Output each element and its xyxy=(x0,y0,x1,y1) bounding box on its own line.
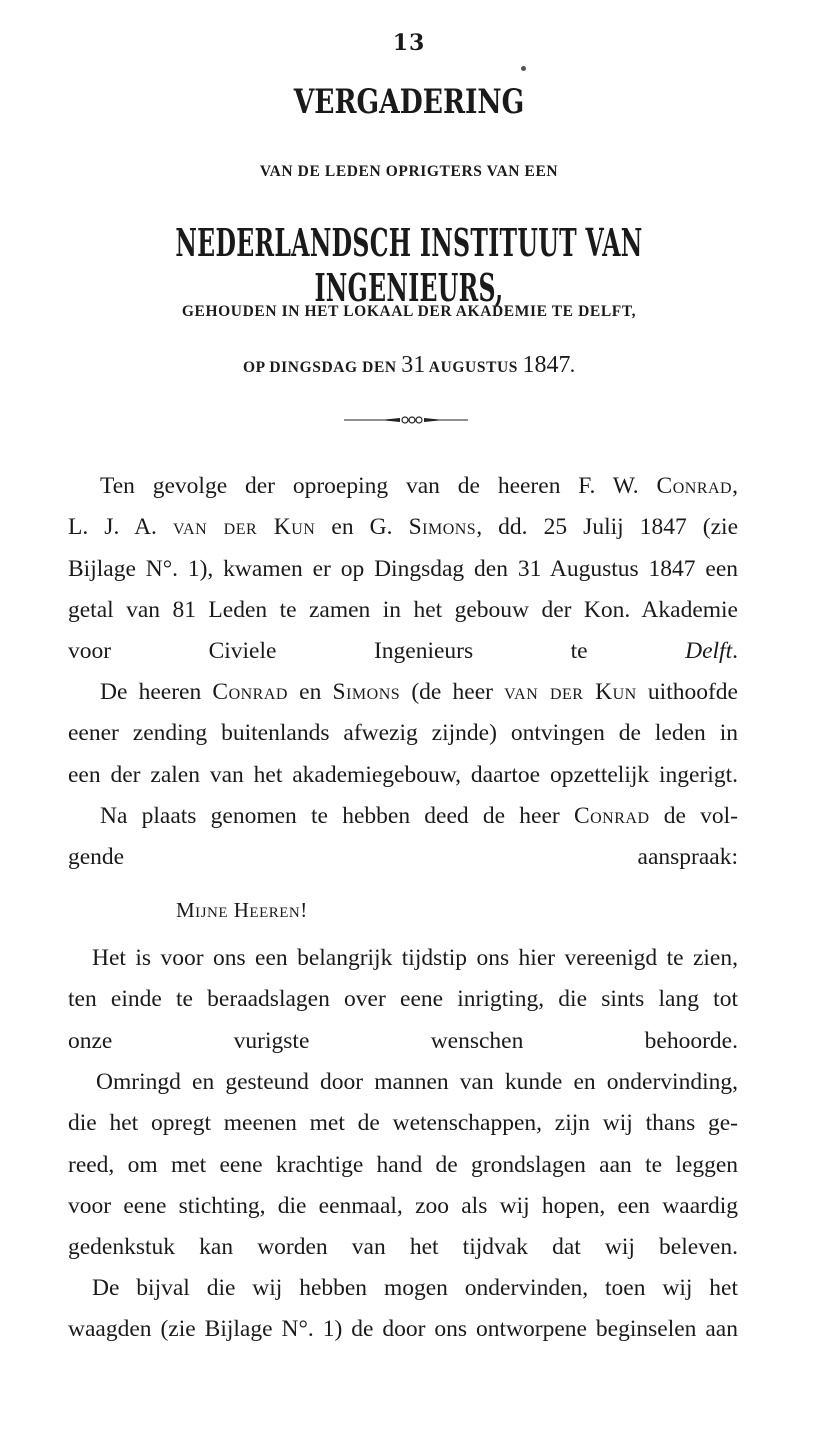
meeting-date xyxy=(0,352,818,379)
text-line: De bijval die wij hebben mogen ondervinden, toen wij het xyxy=(92,1275,738,1301)
institute-name: NEDERLANDSCH INSTITUUT VAN INGENIEURS, xyxy=(175,220,643,310)
text-line xyxy=(68,631,738,672)
paragraph-1 xyxy=(68,466,738,672)
text-line: voor eene stichting, die eenmaal, zoo als wij hopen, een waardig xyxy=(68,1192,738,1219)
text-line: waagden (zie Bijlage N°. 1) de door ons ontworpene beginselen aan xyxy=(68,1316,738,1343)
document-title: VERGADERING xyxy=(293,82,525,122)
paragraph-2 xyxy=(68,672,738,796)
text-run: . xyxy=(732,638,738,665)
name-conrad: Conrad xyxy=(212,679,288,705)
paragraph-5 xyxy=(68,1062,738,1268)
text-line xyxy=(68,672,738,713)
name-van-der-kun: van der Kun xyxy=(504,679,637,705)
text-run: , xyxy=(732,473,738,499)
text-line: een der zalen van het akademiegebouw, daartoe opzettelijk ingerigt. xyxy=(68,761,738,788)
text-run: Ten gevolge der oproeping van de heeren F. W. xyxy=(100,473,657,499)
text-line: die het opregt meenen met de wetenschappen, zijn wij thans ge- xyxy=(68,1110,738,1137)
name-conrad: Conrad xyxy=(656,473,733,499)
text-run: voor Civiele Ingenieurs te xyxy=(68,638,686,665)
text-line: reed, om met eene krachtige hand de grondslagen aan te leggen xyxy=(68,1151,738,1178)
text-line: Bijlage N°. 1), kwamen er op Dingsdag den 31 Augustus 1847 een xyxy=(68,555,738,582)
page-number: 13 xyxy=(392,30,426,56)
text-line: gedenkstuk kan worden van het tijdvak dat wij beleven. xyxy=(68,1234,738,1261)
place-delft: Delft xyxy=(685,638,733,665)
subtitle-line-1: VAN DE LEDEN OPRIGTERS VAN EEN xyxy=(259,163,559,180)
text-run: , dd. 25 Julij 1847 (zie xyxy=(476,514,739,541)
date-prefix: OP DINGSDAG DEN xyxy=(243,359,402,376)
date-day: 31 xyxy=(401,352,426,378)
text-run: De heeren xyxy=(100,679,213,705)
name-van-der-kun: van der Kun xyxy=(173,514,316,541)
name-conrad: Conrad xyxy=(573,803,650,829)
text-run: L. J. A. xyxy=(68,514,174,541)
text-line: Het is voor ons een belangrijk tijdstip ons hier vereenigd te zien, xyxy=(92,945,738,971)
text-line: ten einde te beraadslagen over eene inrigting, die sints lang tot xyxy=(68,986,738,1013)
salutation: Mijne Heeren! xyxy=(176,898,308,922)
text-line: getal van 81 Leden te zamen in het gebouw der Kon. Akademie xyxy=(68,596,738,623)
text-line: gende aanspraak: xyxy=(68,844,738,871)
name-simons: Simons xyxy=(408,514,477,541)
paragraph-3 xyxy=(68,796,738,879)
text-line xyxy=(68,466,738,507)
text-line xyxy=(68,796,738,837)
text-line xyxy=(68,507,738,548)
text-run: de vol- xyxy=(649,803,738,829)
text-line: onze vurigste wenschen behoorde. xyxy=(68,1027,738,1054)
subtitle-line-2: GEHOUDEN IN HET LOKAAL DER AKADEMIE TE DELFT, xyxy=(181,303,637,320)
text-line: eener zending buitenlands afwezig zijnde) ontvingen de leden in xyxy=(68,720,738,747)
text-run: en xyxy=(287,679,333,705)
text-run: (de heer xyxy=(400,679,505,705)
name-simons: Simons xyxy=(332,679,401,705)
paragraph-4 xyxy=(68,938,738,1062)
text-run: en G. xyxy=(315,514,409,541)
text-line: Omringd en gesteund door mannen van kunde en ondervinding, xyxy=(96,1069,738,1095)
text-run: uithoofde xyxy=(636,679,738,705)
ornament-divider xyxy=(340,413,480,427)
date-month: AUGUSTUS xyxy=(425,359,523,376)
date-suffix: . xyxy=(570,359,575,376)
text-run: Na plaats genomen te hebben deed de heer xyxy=(100,803,574,829)
paragraph-6 xyxy=(68,1268,738,1351)
date-year: 1847 xyxy=(522,352,571,378)
ink-speck xyxy=(521,66,526,71)
